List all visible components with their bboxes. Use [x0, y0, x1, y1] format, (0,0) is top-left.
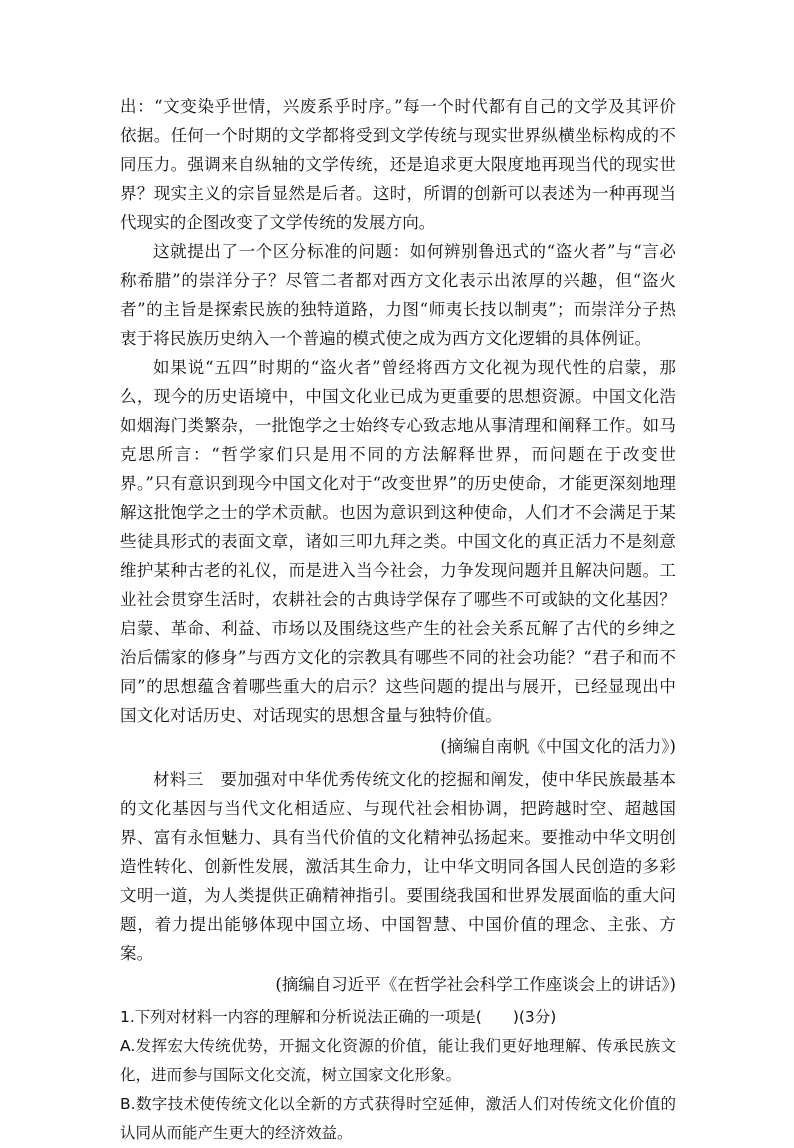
- option-b: B.数字技术使传统文化以全新的方式获得时空延伸，激活人们对传统文化价值的认同从而能产生更大的经济效益。: [120, 1095, 676, 1142]
- source-citation-3: (摘编自习近平《在哲学社会科学工作座谈会上的讲话》): [275, 975, 676, 994]
- passage-paragraph-3: 如果说“五四”时期的“盗火者”曾经将西方文化视为现代性的启蒙，那么，现今的历史语境中，中国文化业已成为更重要的思想资源。中国文化浩如烟海门类繁杂，一批饱学之士始终专心致志地从事清理和阐释工作。如马克思所言：“哲学家们只是用不同的方法解释世界，而问题在于改变世界。”只有意识到现今中国文化对于“改变世界”的历史使命，才能更深刻地理解这批饱学之士的学术贡献。也因为意识到这种使命，人们才不会满足于某些徒具形式的表面文章，诸如三叩九拜之类。中国文化的真正活力不是刻意维护某种古老的礼仪，而是进入当今社会，力争发现问题并且解决问题。工业社会贯穿生活时，农耕社会的古典诗学保存了哪些不可或缺的文化基因？启蒙、革命、利益、市场以及围绕这些产生的社会关系瓦解了古代的乡绅之治后儒家的修身”与西方文化的宗教具有哪些不同的社会功能？“君子和而不同”的思想蕴含着哪些重大的启示？这些问题的提出与展开，已经显现出中国文化对话历史、对话现实的思想含量与独特价值。: [120, 358, 676, 725]
- document-page: [120, 92, 676, 1148]
- passage-paragraph-2: 这就提出了一个区分标准的问题：如何辨别鲁迅式的“盗火者”与“言必称希腊”的崇洋分子？尽管二者都对西方文化表示出浓厚的兴趣，但“盗火者”的主旨是探索民族的独特道路，力图“师夷长技以制夷”；而崇洋分子热衷于将民族历史纳入一个普遍的模式使之成为西方文化逻辑的具体例证。: [120, 242, 676, 348]
- question-stem: 1.下列对材料一内容的理解和分析说法正确的一项是( )(3分): [120, 1008, 557, 1026]
- source-citation-2: (摘编自南帆《中国文化的活力》): [440, 737, 676, 756]
- material-three-paragraph: [120, 765, 676, 968]
- material-three-text: 要加强对中华优秀传统文化的挖掘和阐发，使中华民族最基本的文化基因与当代文化相适应、与现代社会相协调，把跨越时空、超越国界、富有永恒魅力、具有当代价值的文化精神弘扬起来。要推动中华文明创造性转化、创新性发展，激活其生命力，让中华文明同各国人民创造的多彩文明一道，为人类提供正确精神指引。要围绕我国和世界发展面临的重大问题，着力提出能够体现中国立场、中国智慧、中国价值的理念、主张、方案。: [120, 770, 676, 963]
- option-a: A.发挥宏大传统优势，开掘文化资源的价值，能让我们更好地理解、传承民族文化，进而参与国际文化交流，树立国家文化形象。: [120, 1037, 676, 1084]
- material-three-label: 材料三: [153, 770, 204, 789]
- passage-paragraph-1: 出：“文变染乎世情，兴废系乎时序。”每一个时代都有自己的文学及其评价依据。任何一个时期的文学都将受到文学传统与现实世界纵横坐标构成的不同压力。强调来自纵轴的文学传统，还是追求更大限度地再现当代的现实世界？现实主义的宗旨显然是后者。这时，所谓的创新可以表述为一种再现当代现实的企图改变了文学传统的发展方向。: [120, 97, 676, 232]
